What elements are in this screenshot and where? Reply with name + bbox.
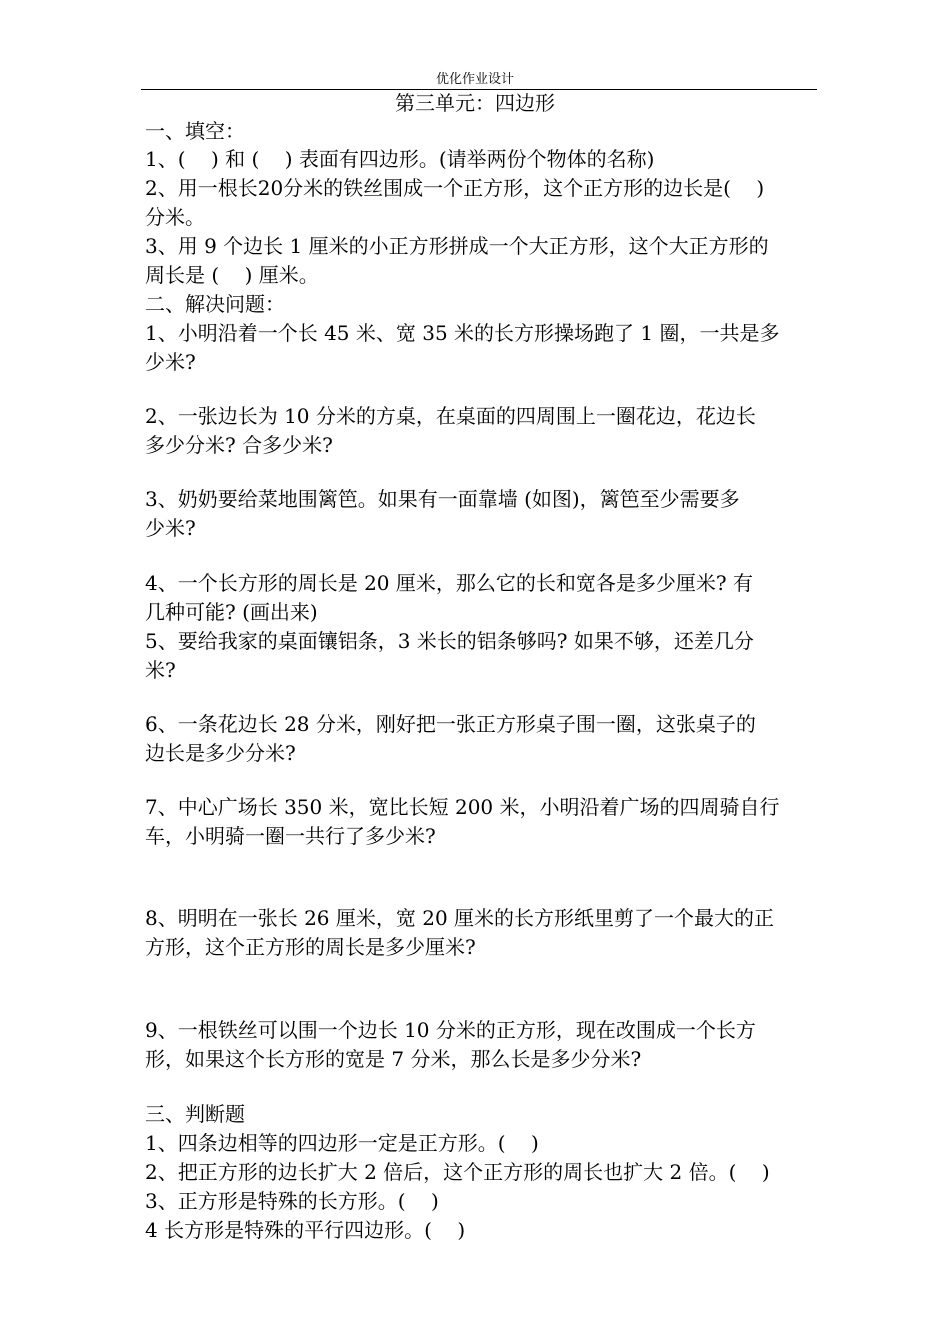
judgement-q4: 4 长方形是特殊的平行四边形。( ): [145, 1218, 466, 1242]
section-heading-judgement: 三、判断题: [145, 1102, 245, 1126]
problem-q9-cont: 形，如果这个长方形的宽是 7 分米，那么长是多少分米?: [145, 1047, 642, 1071]
fill-blank-q3: 3、用 9 个边长 1 厘米的小正方形拼成一个大正方形，这个大正方形的: [145, 234, 769, 258]
problem-q3-cont: 少米?: [145, 516, 196, 540]
fill-blank-q1: 1、( ) 和 ( ) 表面有四边形。(请举两份个物体的名称): [145, 147, 655, 171]
section-heading-fill-blank: 一、填空：: [145, 119, 245, 143]
section-heading-problems: 二、解决问题：: [145, 292, 285, 316]
problem-q1-cont: 少米?: [145, 350, 196, 374]
fill-blank-q2-cont: 分米。: [145, 205, 205, 229]
problem-q6: 6、一条花边长 28 分米，刚好把一张正方形桌子围一圈，这张桌子的: [145, 712, 756, 736]
fill-blank-q2: 2、用一根长20分米的铁丝围成一个正方形，这个正方形的边长是( ): [145, 176, 765, 200]
fill-blank-q3-cont: 周长是 ( ) 厘米。: [145, 263, 319, 287]
judgement-q2: 2、把正方形的边长扩大 2 倍后，这个正方形的周长也扩大 2 倍。( ): [145, 1160, 770, 1184]
problem-q5: 5、要给我家的桌面镶铝条，3 米长的铝条够吗? 如果不够，还差几分: [145, 629, 754, 653]
page-title: 第三单元：四边形: [395, 91, 555, 115]
problem-q2-cont: 多少分米? 合多少米?: [145, 433, 333, 457]
problem-q8: 8、明明在一张长 26 厘米，宽 20 厘米的长方形纸里剪了一个最大的正: [145, 906, 775, 930]
problem-q3: 3、奶奶要给菜地围篱笆。如果有一面靠墙 (如图)，篱笆至少需要多: [145, 487, 740, 511]
problem-q1: 1、小明沿着一个长 45 米、宽 35 米的长方形操场跑了 1 圈，一共是多: [145, 321, 780, 345]
problem-q4: 4、一个长方形的周长是 20 厘米，那么它的长和宽各是多少厘米? 有: [145, 571, 753, 595]
problem-q4-cont: 几种可能? (画出来): [145, 600, 318, 624]
page-header: 优化作业设计: [435, 72, 514, 87]
problem-q5-cont: 米?: [145, 658, 176, 682]
problem-q9: 9、一根铁丝可以围一个边长 10 分米的正方形，现在改围成一个长方: [145, 1018, 756, 1042]
problem-q6-cont: 边长是多少分米?: [145, 741, 296, 765]
judgement-q3: 3、正方形是特殊的长方形。( ): [145, 1189, 439, 1213]
problem-q8-cont: 方形，这个正方形的周长是多少厘米?: [145, 935, 476, 959]
problem-q7: 7、中心广场长 350 米，宽比长短 200 米，小明沿着广场的四周骑自行: [145, 795, 780, 819]
problem-q2: 2、一张边长为 10 分米的方桌，在桌面的四周围上一圈花边，花边长: [145, 404, 756, 428]
problem-q7-cont: 车，小明骑一圈一共行了多少米?: [145, 824, 436, 848]
judgement-q1: 1、四条边相等的四边形一定是正方形。( ): [145, 1131, 539, 1155]
